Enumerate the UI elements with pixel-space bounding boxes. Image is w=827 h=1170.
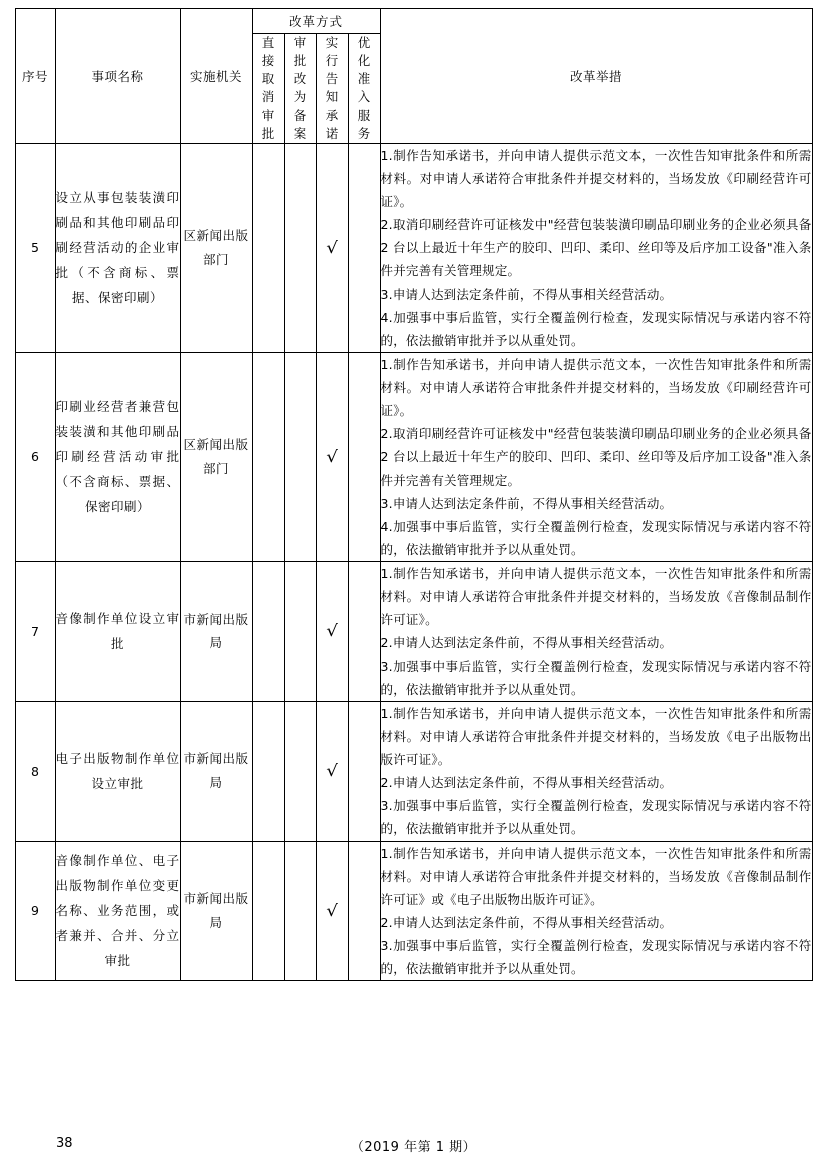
check-mark-commit: √: [326, 900, 338, 920]
measure-paragraph: 4.加强事中事后监管，实行全覆盖例行检查，发现实际情况与承诺内容不符的，依法撤销审批并予以从重处罚。: [380, 518, 812, 557]
header-method-optimize-c1: 优: [357, 35, 371, 50]
row-seq: 9: [15, 841, 55, 981]
footer-page-number: 38: [56, 1136, 73, 1151]
row-method-cancel: [252, 143, 284, 352]
row-method-cancel: [252, 352, 284, 561]
row-implementing-org: 区新闻出版部门: [180, 143, 252, 352]
header-method-record-c1: 审: [293, 35, 307, 50]
check-mark-commit: √: [326, 237, 338, 257]
header-method-cancel-c4: 消: [261, 89, 275, 105]
header-method-optimize-c5: 服: [357, 107, 371, 123]
row-method-record: [284, 143, 316, 352]
header-seq: 序号: [15, 9, 55, 144]
row-reform-measures: [380, 352, 812, 561]
row-method-commit: [316, 352, 348, 561]
header-method-record-c5: 备: [293, 107, 307, 123]
header-item-name: 事项名称: [55, 9, 180, 144]
header-reform-measures: 改革举措: [380, 9, 812, 144]
row-reform-measures: [380, 562, 812, 702]
row-item-name: 音像制作单位、电子出版物制作单位变更名称、业务范围，或者兼并、合并、分立审批: [55, 841, 180, 981]
measure-paragraph: 1.制作告知承诺书，并向申请人提供示范文本，一次性告知审批条件和所需材料。对申请人承诺符合审批条件并提交材料的，当场发放《音像制品制作许可证》或《电子出版物出版许可证》。: [380, 845, 812, 907]
header-method-commit-c4: 知: [325, 89, 339, 105]
row-method-commit: [316, 701, 348, 841]
header-method-cancel-c5: 审: [261, 107, 275, 123]
measure-paragraph: 2.取消印刷经营许可证核发中"经营包装装潢印刷品印刷业务的企业必须具备 2 台以上最近十年生产的胶印、凹印、柔印、丝印等及后序加工设备"准入条件并完善有关管理规定。: [380, 217, 812, 279]
row-method-optimize: [348, 562, 380, 702]
check-mark-commit: √: [326, 446, 338, 466]
check-mark-commit: √: [326, 621, 338, 641]
header-method-commit-c5: 承: [325, 107, 339, 123]
measure-paragraph: 1.制作告知承诺书，并向申请人提供示范文本，一次性告知审批条件和所需材料。对申请人承诺符合审批条件并提交材料的，当场发放《印刷经营许可证》。: [380, 356, 812, 419]
table-row: [15, 701, 812, 841]
header-method-record-c2: 批: [293, 53, 307, 69]
header-method-cancel-c2: 接: [261, 53, 275, 69]
measure-paragraph: 3.申请人达到法定条件前，不得从事相关经营活动。: [380, 495, 673, 511]
row-method-commit: [316, 841, 348, 981]
check-mark-commit: √: [326, 761, 338, 781]
table-header-row-1: [15, 9, 812, 34]
row-method-commit: [316, 143, 348, 352]
row-item-name: 印刷业经营者兼营包装装潢和其他印刷品印刷经营活动审批（不含商标、票据、保密印刷）: [55, 352, 180, 561]
row-implementing-org: 市新闻出版局: [180, 701, 252, 841]
row-seq: 7: [15, 562, 55, 702]
row-method-cancel: [252, 841, 284, 981]
row-method-optimize: [348, 143, 380, 352]
row-method-record: [284, 562, 316, 702]
reform-measures-table: [15, 8, 813, 981]
row-seq: 8: [15, 701, 55, 841]
row-reform-measures: [380, 701, 812, 841]
header-method-cancel-c3: 取: [261, 71, 275, 87]
row-seq: 5: [15, 143, 55, 352]
measure-paragraph: 2.申请人达到法定条件前，不得从事相关经营活动。: [380, 914, 673, 930]
row-item-name: 音像制作单位设立审批: [55, 562, 180, 702]
header-method-commit-c6: 诺: [325, 125, 339, 141]
row-implementing-org: 区新闻出版部门: [180, 352, 252, 561]
header-method-cancel: [252, 34, 284, 144]
row-method-record: [284, 701, 316, 841]
row-reform-measures: [380, 143, 812, 352]
header-implementing-org: 实施机关: [180, 9, 252, 144]
measure-paragraph: 4.加强事中事后监管，实行全覆盖例行检查，发现实际情况与承诺内容不符的，依法撤销审批并予以从重处罚。: [380, 309, 812, 348]
header-method-record-c6: 案: [293, 125, 307, 141]
page-footer: [0, 1136, 827, 1156]
measure-paragraph: 3.加强事中事后监管，实行全覆盖例行检查，发现实际情况与承诺内容不符的，依法撤销审批并予以从重处罚。: [380, 938, 812, 977]
table-row: [15, 143, 812, 352]
header-method-cancel-c1: 直: [261, 35, 275, 50]
measure-paragraph: 2.取消印刷经营许可证核发中"经营包装装潢印刷品印刷业务的企业必须具备 2 台以上最近十年生产的胶印、凹印、柔印、丝印等及后序加工设备"准入条件并完善有关管理规定。: [380, 426, 812, 488]
row-method-commit: [316, 562, 348, 702]
measure-paragraph: 3.申请人达到法定条件前，不得从事相关经营活动。: [380, 286, 673, 302]
footer-issue: （2019 年第 1 期）: [350, 1140, 477, 1155]
row-item-name: 设立从事包装装潢印刷品和其他印刷品印刷经营活动的企业审批（不含商标、票据、保密印刷）: [55, 143, 180, 352]
header-method-commit: [316, 34, 348, 144]
header-method-cancel-c6: 批: [261, 125, 275, 141]
row-method-record: [284, 841, 316, 981]
measure-paragraph: 1.制作告知承诺书，并向申请人提供示范文本，一次性告知审批条件和所需材料。对申请人承诺符合审批条件并提交材料的，当场发放《音像制品制作许可证》。: [380, 566, 812, 628]
header-method-record-c3: 改: [293, 71, 307, 87]
header-method-optimize-c2: 化: [357, 53, 371, 69]
row-method-optimize: [348, 701, 380, 841]
header-method-commit-c3: 告: [325, 71, 339, 87]
row-method-optimize: [348, 841, 380, 981]
header-reform-method-group: 改革方式: [252, 9, 380, 34]
row-method-cancel: [252, 701, 284, 841]
row-implementing-org: 市新闻出版局: [180, 841, 252, 981]
header-method-commit-c1: 实: [325, 35, 339, 50]
header-method-optimize-c6: 务: [357, 125, 371, 141]
table-row: [15, 352, 812, 561]
table-row: [15, 841, 812, 981]
header-method-optimize-c4: 入: [357, 89, 371, 105]
header-method-record-c4: 为: [293, 89, 307, 105]
row-method-cancel: [252, 562, 284, 702]
measure-paragraph: 3.加强事中事后监管，实行全覆盖例行检查，发现实际情况与承诺内容不符的，依法撤销审批并予以从重处罚。: [380, 658, 812, 697]
row-seq: 6: [15, 352, 55, 561]
row-method-record: [284, 352, 316, 561]
measure-paragraph: 2.申请人达到法定条件前，不得从事相关经营活动。: [380, 775, 673, 791]
measure-paragraph: 3.加强事中事后监管，实行全覆盖例行检查，发现实际情况与承诺内容不符的，依法撤销审批并予以从重处罚。: [380, 798, 812, 837]
row-implementing-org: 市新闻出版局: [180, 562, 252, 702]
row-item-name: 电子出版物制作单位设立审批: [55, 701, 180, 841]
header-method-commit-c2: 行: [325, 53, 339, 69]
row-reform-measures: [380, 841, 812, 981]
table-row: [15, 562, 812, 702]
header-method-optimize: [348, 34, 380, 144]
measure-paragraph: 1.制作告知承诺书，并向申请人提供示范文本，一次性告知审批条件和所需材料。对申请人承诺符合审批条件并提交材料的，当场发放《电子出版物出版许可证》。: [380, 705, 812, 767]
header-method-optimize-c3: 准: [357, 71, 371, 87]
row-method-optimize: [348, 352, 380, 561]
measure-paragraph: 2.申请人达到法定条件前，不得从事相关经营活动。: [380, 635, 673, 651]
header-method-record: [284, 34, 316, 144]
measure-paragraph: 1.制作告知承诺书，并向申请人提供示范文本，一次性告知审批条件和所需材料。对申请人承诺符合审批条件并提交材料的，当场发放《印刷经营许可证》。: [380, 147, 812, 209]
